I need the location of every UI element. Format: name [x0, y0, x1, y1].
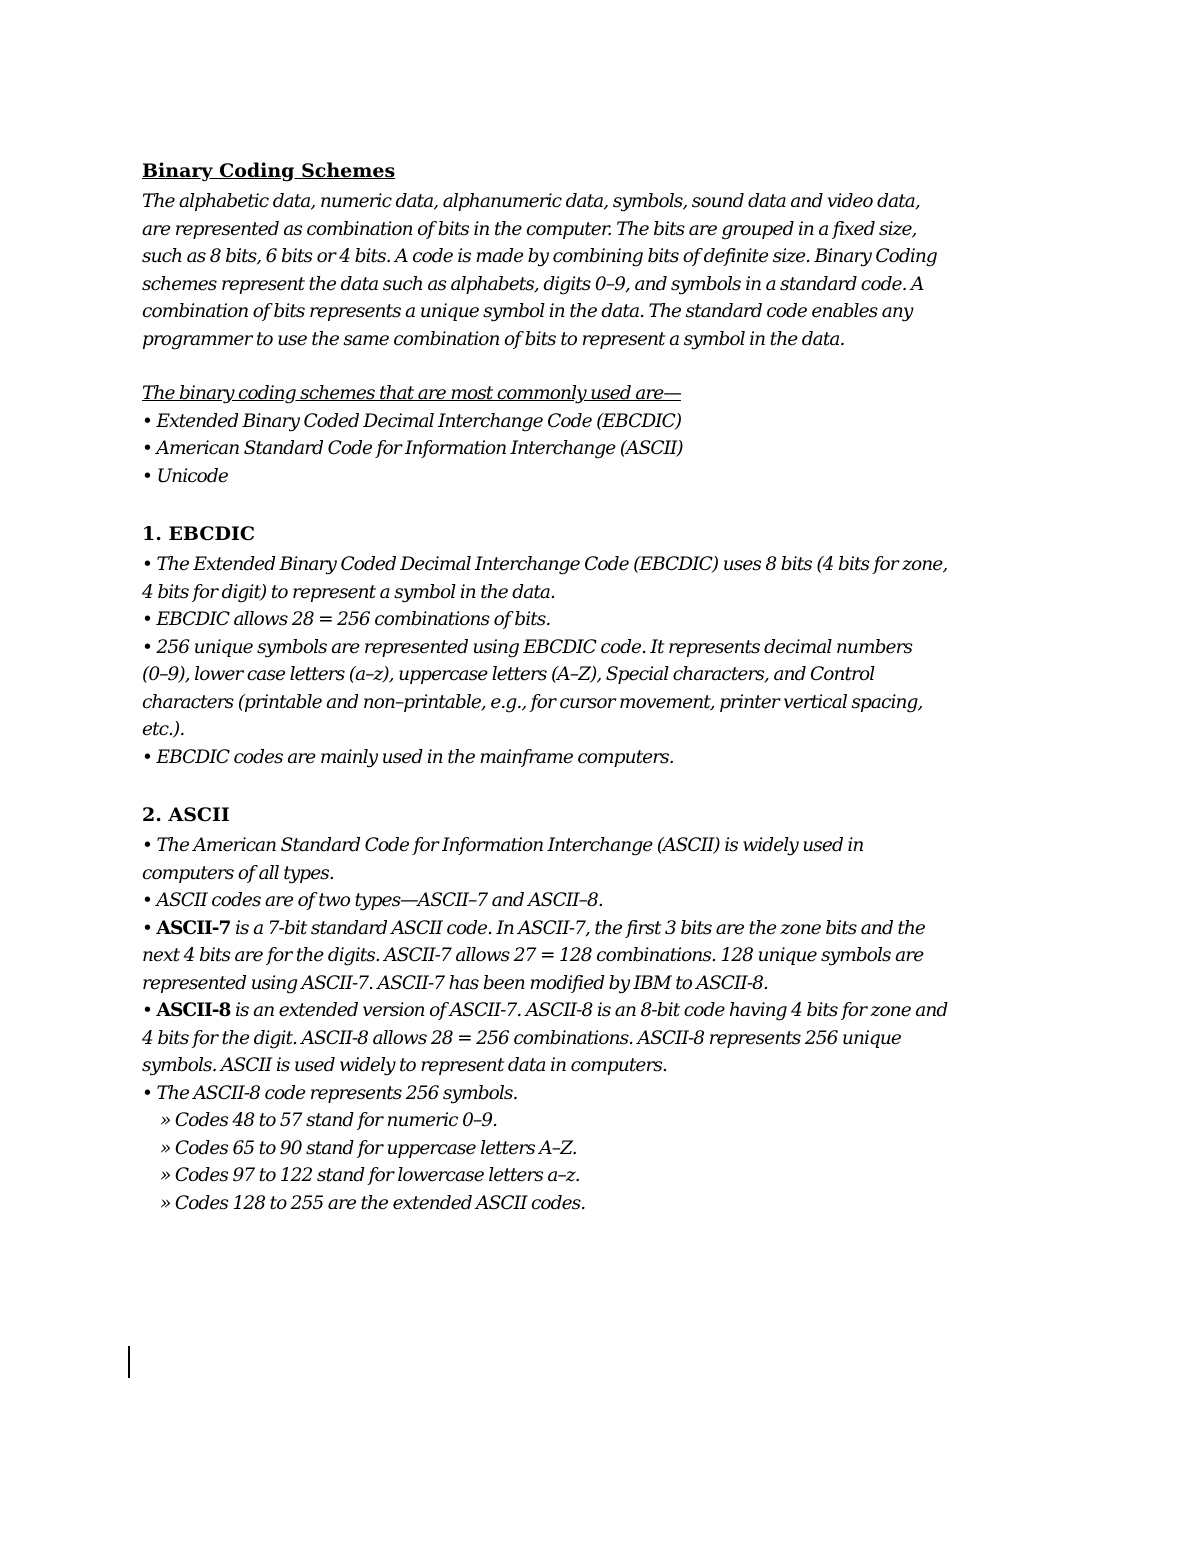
ascii7-text: is a 7-bit standard ASCII code. In ASCII-7, the first 3 bits are the zone bits and the [230, 917, 925, 939]
common-schemes [142, 380, 1072, 490]
intro-line: such as 8 bits, 6 bits or 4 bits. A code is made by combining bits of definite size. Binary Coding [142, 246, 937, 267]
intro-line: schemes represent the data such as alphabets, digits 0–9, and symbols in a standard code. A [142, 273, 924, 295]
code-range-item: » Codes 48 to 57 stand for numeric 0–9. [160, 1110, 498, 1131]
ascii-line: computers of all types. [142, 862, 334, 884]
ascii8-line [142, 997, 1072, 1025]
common-schemes-heading: The binary coding schemes that are most commonly used are— [142, 383, 681, 404]
ebcdic-line: • EBCDIC codes are mainly used in the mainframe computers. [142, 746, 674, 768]
spacer [142, 353, 1072, 380]
ascii8-symbols-line: • The ASCII-8 code represents 256 symbols. [142, 1082, 518, 1104]
ascii8-text: is an extended version of ASCII-7. ASCII-8 is an 8-bit code having 4 bits for zone and [230, 1000, 948, 1021]
ebcdic-line: • 256 unique symbols are represented using EBCDIC code. It represents decimal numbers [142, 636, 913, 658]
ascii-section [142, 801, 1072, 1217]
list-item: • Unicode [142, 465, 228, 487]
ascii7-line [142, 915, 1072, 943]
ebcdic-line: 4 bits for digit) to represent a symbol in the data. [142, 581, 556, 603]
ascii-line: • The American Standard Code for Information Interchange (ASCII) is widely used in [142, 835, 864, 856]
spacer [142, 771, 1072, 798]
ascii8-term: ASCII-8 [156, 1000, 231, 1021]
ebcdic-line: • The Extended Binary Coded Decimal Interchange Code (EBCDIC) uses 8 bits (4 bits for zone, [142, 554, 948, 575]
ebcdic-heading: 1. EBCDIC [142, 523, 255, 545]
ebcdic-line: • EBCDIC allows 28 = 256 combinations of bits. [142, 609, 551, 630]
ascii7-term: ASCII-7 [156, 917, 231, 939]
text-cursor[interactable] [128, 1346, 130, 1378]
ebcdic-line: characters (printable and non–printable, e.g., for cursor movement, printer vertical spacing, [142, 691, 923, 713]
intro-line: programmer to use the same combination of bits to represent a symbol in the data. [142, 328, 845, 350]
intro-line: are represented as combination of bits in the computer. The bits are grouped in a fixed size, [142, 218, 917, 240]
document-title: Binary Coding Schemes [142, 160, 396, 182]
ascii8-line: 4 bits for the digit. ASCII-8 allows 28 = 256 combinations. ASCII-8 represents 256 unique [142, 1027, 901, 1049]
ascii7-line: next 4 bits are for the digits. ASCII-7 allows 27 = 128 combinations. 128 unique symbols are [142, 945, 924, 966]
ascii-line: • ASCII codes are of two types—ASCII–7 and ASCII–8. [142, 890, 603, 911]
spacer [142, 490, 1072, 517]
ebcdic-line: etc.). [142, 719, 185, 740]
code-range-item: » Codes 65 to 90 stand for uppercase letters A–Z. [160, 1137, 577, 1159]
list-item: • Extended Binary Coded Decimal Interchange Code (EBCDIC) [142, 410, 682, 432]
bullet: • [142, 1000, 157, 1021]
ebcdic-section [142, 520, 1072, 771]
document-page [142, 158, 1072, 1217]
intro-line: The alphabetic data, numeric data, alphanumeric data, symbols, sound data and video data, [142, 191, 920, 212]
ebcdic-line: (0–9), lower case letters (a–z), uppercase letters (A–Z), Special characters, and Control [142, 664, 875, 685]
code-range-item: » Codes 97 to 122 stand for lowercase letters a–z. [160, 1165, 580, 1186]
ascii8-line: symbols. ASCII is used widely to represent data in computers. [142, 1055, 667, 1076]
ascii7-line: represented using ASCII-7. ASCII-7 has been modified by IBM to ASCII-8. [142, 972, 769, 994]
ascii-heading: 2. ASCII [142, 804, 230, 826]
code-range-item: » Codes 128 to 255 are the extended ASCII codes. [160, 1192, 586, 1214]
intro-line: combination of bits represents a unique symbol in the data. The standard code enables any [142, 301, 913, 322]
intro-paragraph [142, 188, 1072, 353]
bullet: • [142, 917, 157, 939]
list-item: • American Standard Code for Information Interchange (ASCII) [142, 438, 683, 459]
